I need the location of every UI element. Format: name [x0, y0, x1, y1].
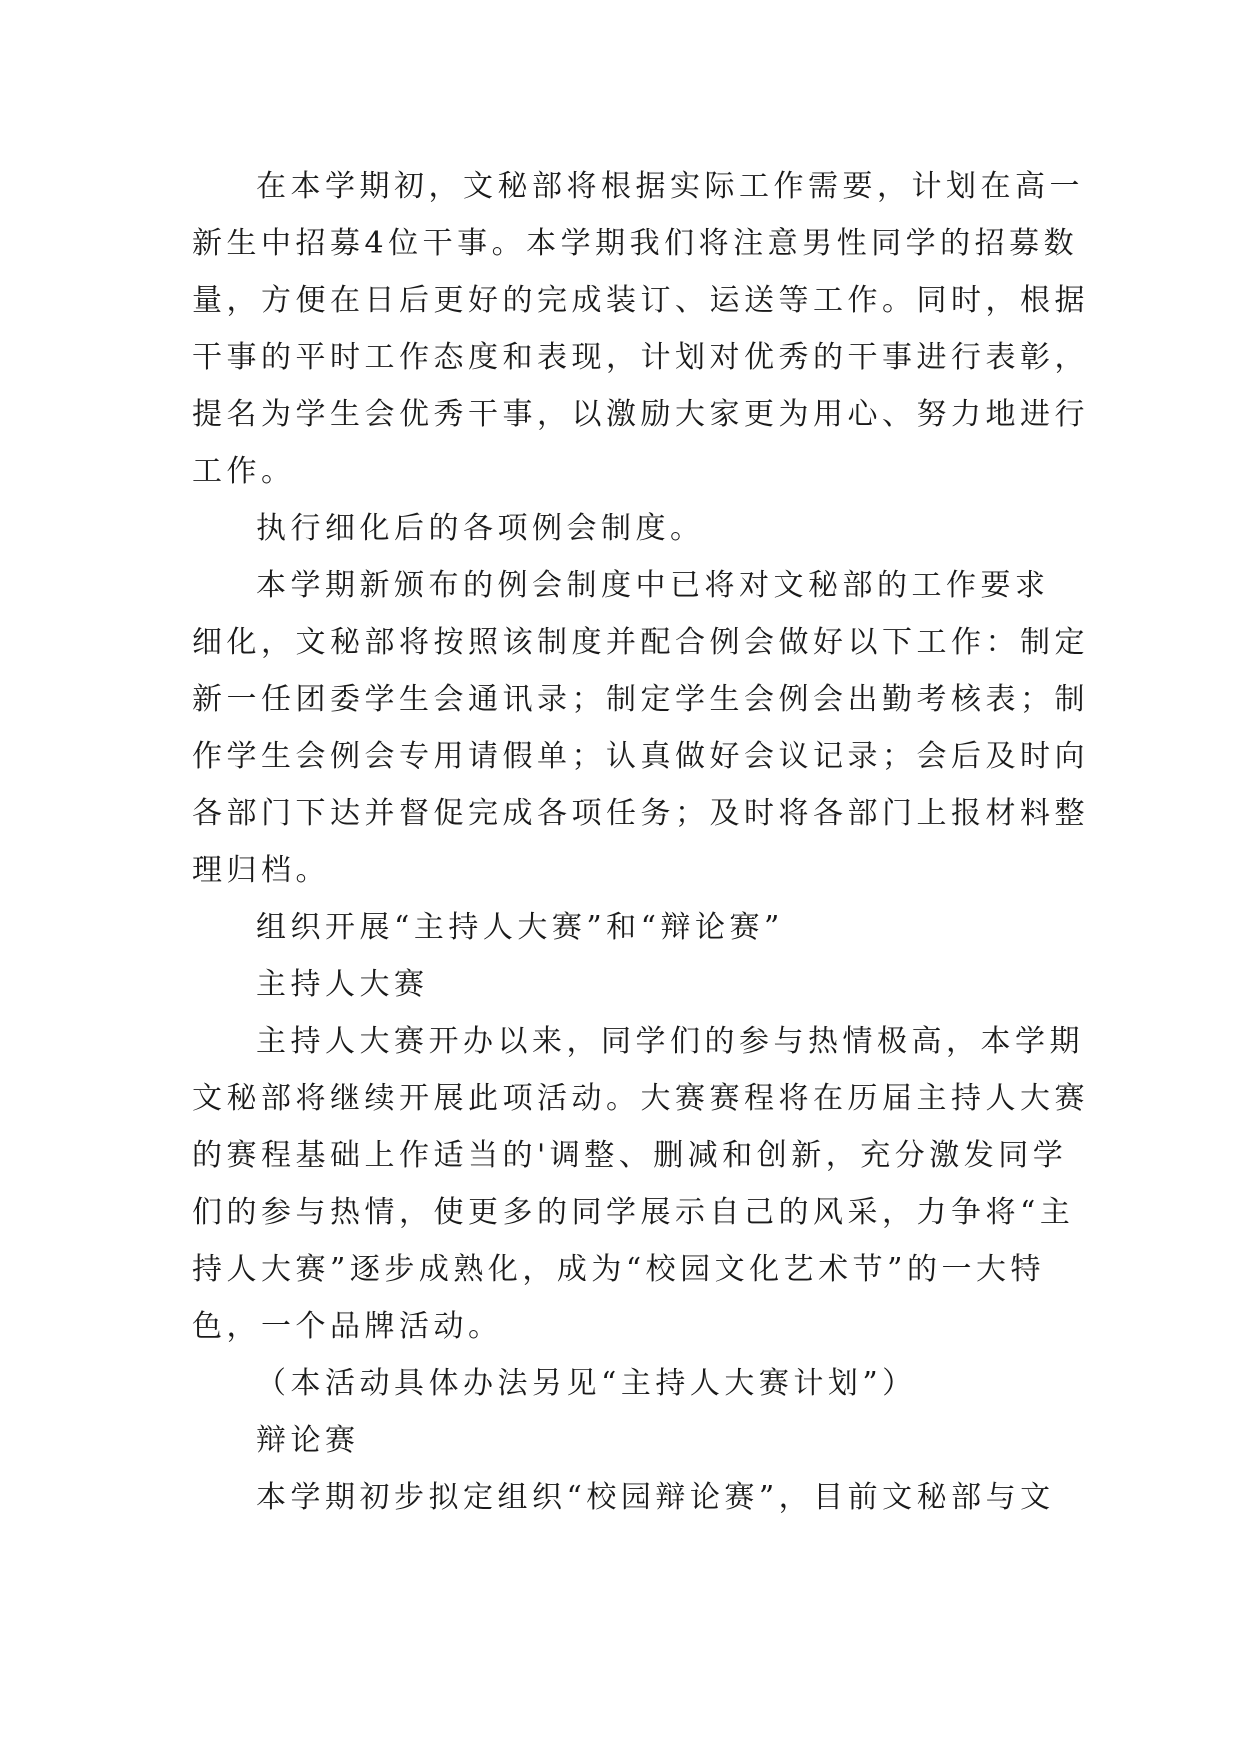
text-line: 们的参与热情，使更多的同学展示自己的风采，力争将“主 [192, 1195, 1075, 1230]
text-line: 工作。 [192, 454, 296, 489]
document-body [192, 158, 1089, 1526]
subsection-heading: 辩论赛 [256, 1423, 360, 1458]
text-line: 提名为学生会优秀干事，以激励大家更为用心、努力地进行 [192, 397, 1089, 432]
section-heading: 执行细化后的各项例会制度。 [256, 511, 705, 546]
text-line: 本学期新颁布的例会制度中已将对文秘部的工作要求 [256, 568, 1050, 603]
text-line: 干事的平时工作态度和表现，计划对优秀的干事进行表彰， [192, 340, 1089, 375]
text-line: 细化，文秘部将按照该制度并配合例会做好以下工作：制定 [192, 625, 1089, 660]
section-heading: 组织开展“主持人大赛”和“辩论赛” [256, 910, 784, 945]
text-line: 新生中招募4位干事。本学期我们将注意男性同学的招募数 [192, 226, 1079, 261]
text-line: 量，方便在日后更好的完成装订、运送等工作。同时，根据 [192, 283, 1089, 318]
text-line: 理归档。 [192, 853, 330, 888]
text-line: 本学期初步拟定组织“校园辩论赛”，目前文秘部与文 [256, 1480, 1055, 1515]
subsection-heading: 主持人大赛 [256, 967, 429, 1002]
text-line: 各部门下达并督促完成各项任务；及时将各部门上报材料整 [192, 796, 1089, 831]
text-line: 在本学期初，文秘部将根据实际工作需要，计划在高一 [256, 169, 1084, 204]
text-line: 新一任团委学生会通讯录；制定学生会例会出勤考核表；制 [192, 682, 1089, 717]
text-line: 的赛程基础上作适当的'调整、删减和创新，充分激发同学 [192, 1138, 1068, 1173]
text-line: 作学生会例会专用请假单；认真做好会议记录；会后及时向 [192, 739, 1089, 774]
text-line: 文秘部将继续开展此项活动。大赛赛程将在历届主持人大赛 [192, 1081, 1089, 1116]
text-line: 主持人大赛开办以来，同学们的参与热情极高，本学期 [256, 1024, 1084, 1059]
note-line: （本活动具体办法另见“主持人大赛计划”） [256, 1366, 917, 1401]
text-line: 持人大赛”逐步成熟化，成为“校园文化艺术节”的一大特 [192, 1252, 1046, 1287]
text-line: 色，一个品牌活动。 [192, 1309, 503, 1344]
